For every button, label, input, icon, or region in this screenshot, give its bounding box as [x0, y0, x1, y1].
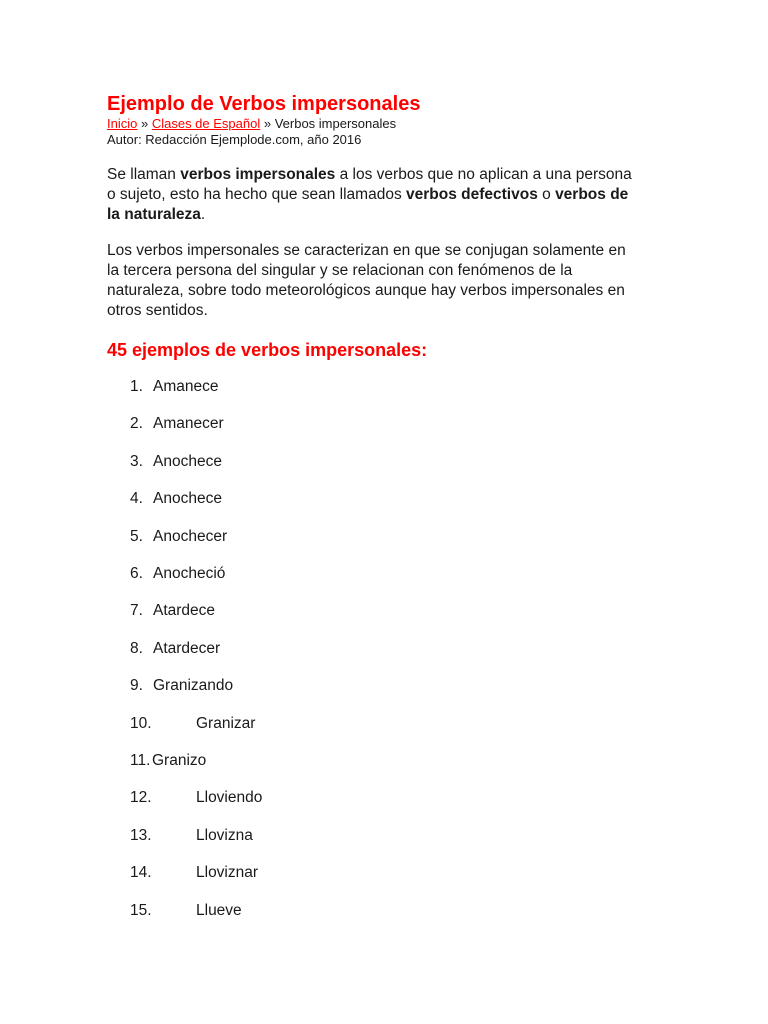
list-item-number: 12. [130, 789, 152, 806]
list-item-number: 14. [130, 864, 152, 881]
list-item-number: 9. [130, 677, 143, 694]
breadcrumb-separator: » [137, 116, 152, 131]
page-title: Ejemplo de Verbos impersonales [107, 93, 421, 115]
list-item-number: 13. [130, 827, 152, 844]
list-item-number: 11. [130, 752, 151, 769]
bold-term: verbos defectivos [406, 186, 538, 203]
intro-text: o sujeto, esto ha hecho que sean llamados [107, 186, 407, 203]
intro-text: . [200, 206, 206, 223]
intro-text: Se llaman [107, 166, 181, 183]
list-item-number: 1. [130, 378, 143, 395]
breadcrumb-home-link[interactable]: Inicio [107, 116, 138, 131]
author-line: Autor: Redacción Ejemplode.com, año 2016 [107, 132, 362, 147]
intro-line [107, 205, 667, 225]
list-item-text: Atardecer [153, 640, 221, 657]
list-item-text: Anochece [153, 490, 222, 507]
list-item-text: Lloviendo [196, 789, 263, 806]
list-item-number: 15. [130, 902, 152, 919]
paragraph-line: la tercera persona del singular y se relacionan con fenómenos de la [107, 262, 573, 279]
list-item-text: Anochecer [153, 528, 228, 545]
intro-text: a los verbos que no aplican a una persona [335, 166, 632, 183]
bold-term: la naturaleza [107, 206, 201, 223]
paragraph-line: Los verbos impersonales se caracterizan en que se conjugan solamente en [107, 242, 626, 259]
list-item-text: Anocheció [153, 565, 226, 582]
list-item-number: 4. [130, 490, 143, 507]
description-paragraph [107, 241, 667, 321]
bold-term: verbos de [555, 186, 629, 203]
examples-heading: 45 ejemplos de verbos impersonales: [107, 340, 428, 360]
list-item-text: Llueve [196, 902, 242, 919]
list-item-text: Granizo [152, 752, 207, 769]
bold-term: verbos impersonales [180, 166, 336, 183]
list-item-number: 5. [130, 528, 143, 545]
intro-line [107, 165, 667, 185]
list-item-text: Anochece [153, 453, 222, 470]
list-item-text: Atardece [153, 602, 216, 619]
list-item-text: Llovizna [196, 827, 253, 844]
breadcrumb [107, 116, 396, 132]
list-item-number: 7. [130, 602, 143, 619]
breadcrumb-separator: » [260, 116, 275, 131]
list-item-text: Granizando [153, 677, 234, 694]
breadcrumb-current: Verbos impersonales [274, 116, 397, 131]
breadcrumb-section-link[interactable]: Clases de Español [151, 116, 261, 131]
list-item-text: Granizar [196, 715, 256, 732]
paragraph-line: naturaleza, sobre todo meteorológicos aunque hay verbos impersonales en [107, 282, 625, 299]
intro-paragraph [107, 165, 667, 225]
list-item-text: Amanecer [153, 415, 224, 432]
list-item-number: 3. [130, 453, 143, 470]
list-item-text: Amanece [153, 378, 219, 395]
list-item-number: 8. [130, 640, 143, 657]
list-item-number: 10. [130, 715, 152, 732]
intro-line [107, 185, 667, 205]
list-item-number: 2. [130, 415, 143, 432]
list-item-number: 6. [130, 565, 143, 582]
intro-text: o [537, 186, 556, 203]
paragraph-line: otros sentidos. [107, 302, 208, 319]
list-item-text: Lloviznar [196, 864, 259, 881]
